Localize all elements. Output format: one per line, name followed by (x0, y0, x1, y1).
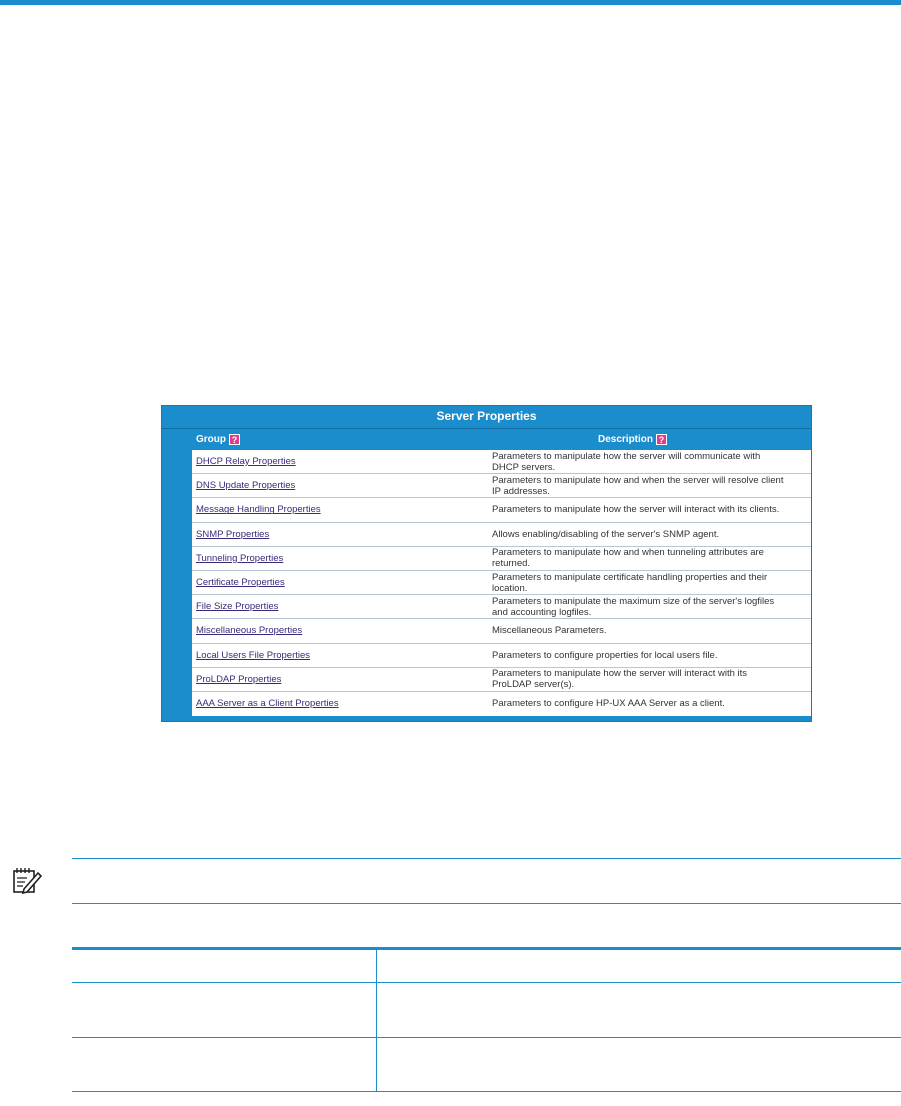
table-row (192, 595, 811, 619)
group-cell (192, 456, 488, 467)
properties-table (192, 450, 811, 716)
table-row (192, 474, 811, 498)
server-properties-panel (161, 405, 812, 722)
group-cell (192, 577, 488, 588)
group-cell (192, 674, 488, 685)
table-row (72, 950, 901, 983)
description-cell: Parameters to configure properties for local users file. (492, 649, 718, 661)
note-bottom-rule (72, 903, 901, 904)
description-cell: Parameters to manipulate how and when tunneling attributes are returned. (492, 547, 764, 570)
group-link[interactable]: AAA Server as a Client Properties (196, 698, 339, 710)
table-row (192, 547, 811, 571)
table-row (192, 450, 811, 474)
group-link[interactable]: File Size Properties (196, 601, 279, 613)
table-row (192, 668, 811, 692)
description-cell: Parameters to manipulate how the server will interact with its clients. (492, 504, 780, 516)
group-cell (192, 601, 488, 612)
table-row (192, 644, 811, 668)
group-link[interactable]: Tunneling Properties (196, 552, 284, 564)
group-link[interactable]: ProLDAP Properties (196, 673, 282, 685)
group-link[interactable]: Certificate Properties (196, 577, 285, 589)
group-link[interactable]: DHCP Relay Properties (196, 456, 296, 468)
description-cell: Parameters to manipulate how the server will interact with its ProLDAP server(s). (492, 668, 748, 691)
group-cell (192, 698, 488, 709)
panel-title: Server Properties (436, 409, 537, 423)
table-row (192, 571, 811, 595)
table-row (72, 983, 901, 1038)
table-header (162, 428, 811, 450)
group-cell (192, 480, 488, 491)
table-row (192, 523, 811, 547)
group-link[interactable]: Message Handling Properties (196, 504, 321, 516)
top-rule (0, 0, 901, 5)
table-row (192, 619, 811, 643)
table-row (192, 692, 811, 716)
table-row (72, 1038, 901, 1092)
group-link[interactable]: DNS Update Properties (196, 480, 296, 492)
group-cell (192, 625, 488, 636)
help-icon[interactable]: ? (656, 434, 667, 445)
description-cell: Parameters to manipulate the maximum size of the server's logfiles and accounting logfiles. (492, 595, 775, 618)
description-cell: Allows enabling/disabling of the server's SNMP agent. (492, 528, 720, 540)
group-cell (192, 553, 488, 564)
group-cell (192, 504, 488, 515)
column-header-group: Group ? (196, 429, 240, 451)
description-cell: Parameters to manipulate certificate handling properties and their location. (492, 571, 768, 594)
note-pencil-icon (12, 866, 42, 894)
description-cell: Parameters to configure HP-UX AAA Server as a client. (492, 698, 725, 710)
group-cell (192, 650, 488, 661)
description-cell: Parameters to manipulate how the server will communicate with DHCP servers. (492, 450, 761, 473)
group-link[interactable]: Miscellaneous Properties (196, 625, 303, 637)
note-top-rule (72, 858, 901, 859)
group-cell (192, 529, 488, 540)
group-link[interactable]: SNMP Properties (196, 528, 270, 540)
description-cell: Miscellaneous Parameters. (492, 625, 607, 637)
help-icon[interactable]: ? (229, 434, 240, 445)
column-header-description: Description ? (598, 429, 667, 451)
description-cell: Parameters to manipulate how and when the server will resolve client IP addresses. (492, 474, 784, 497)
group-link[interactable]: Local Users File Properties (196, 649, 311, 661)
empty-table (72, 947, 901, 1092)
table-row (192, 498, 811, 522)
